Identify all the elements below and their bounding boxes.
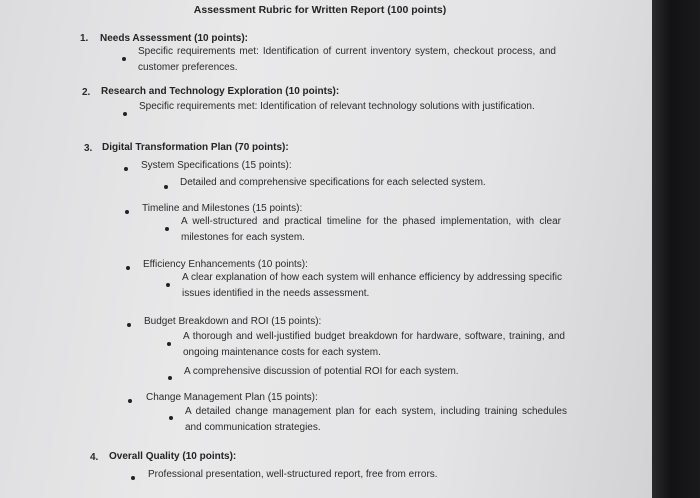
- criterion-text: Specific requirements met: Identification of current inventory system, checkout process, and customer preferences.: [138, 46, 556, 73]
- subsection-heading-efficiency: Efficiency Enhancements (10 points):: [143, 259, 308, 270]
- section-number: 4.: [90, 452, 99, 463]
- section-heading-research: Research and Technology Exploration (10 points):: [101, 86, 340, 97]
- bullet-icon: [127, 323, 131, 327]
- subsection-heading-change-mgmt: Change Management Plan (15 points):: [146, 392, 318, 403]
- bullet-icon: [131, 476, 135, 480]
- section-number: 1.: [80, 33, 89, 44]
- bullet-icon: [169, 416, 173, 420]
- bullet-icon: [166, 283, 170, 287]
- section-heading-overall-quality: Overall Quality (10 points):: [109, 451, 237, 462]
- bullet-icon: [164, 185, 168, 189]
- bullet-icon: [165, 227, 169, 231]
- bullet-icon: [122, 57, 126, 61]
- bullet-icon: [123, 112, 127, 116]
- criterion-text: Professional presentation, well-structured report, free from errors.: [148, 469, 438, 480]
- section-number: 2.: [82, 87, 91, 98]
- criterion-text: A clear explanation of how each system will enhance efficiency by addressing specific issues identified in the needs assessment.: [182, 272, 562, 299]
- bullet-icon: [126, 266, 130, 270]
- criterion-text: A well-structured and practical timeline for the phased implementation, with clear milestones for each system.: [181, 216, 561, 243]
- dark-background-edge: [652, 0, 700, 498]
- bullet-icon: [167, 342, 171, 346]
- subsection-heading-timeline: Timeline and Milestones (15 points):: [142, 203, 303, 214]
- bullet-icon: [168, 376, 172, 380]
- bullet-icon: [124, 167, 128, 171]
- subsection-heading-budget: Budget Breakdown and ROI (15 points):: [144, 316, 322, 327]
- criterion-text: A thorough and well-justified budget breakdown for hardware, software, training, and ongoing maintenance costs for each system.: [183, 331, 565, 358]
- section-number: 3.: [84, 143, 93, 154]
- criterion-text: A detailed change management plan for each system, including training schedules and communication strategies.: [185, 406, 567, 433]
- criterion-text: A comprehensive discussion of potential ROI for each system.: [184, 366, 459, 377]
- section-heading-needs-assessment: Needs Assessment (10 points):: [100, 33, 249, 44]
- criterion-text: Specific requirements met: Identification of relevant technology solutions with justification.: [139, 101, 535, 112]
- page-title: Assessment Rubric for Written Report (100 points): [193, 4, 447, 16]
- bullet-icon: [125, 210, 129, 214]
- subsection-heading-system-specs: System Specifications (15 points):: [141, 160, 292, 171]
- section-heading-digital-plan: Digital Transformation Plan (70 points):: [102, 142, 289, 153]
- bullet-icon: [128, 399, 132, 403]
- criterion-text: Detailed and comprehensive specifications for each selected system.: [180, 177, 486, 188]
